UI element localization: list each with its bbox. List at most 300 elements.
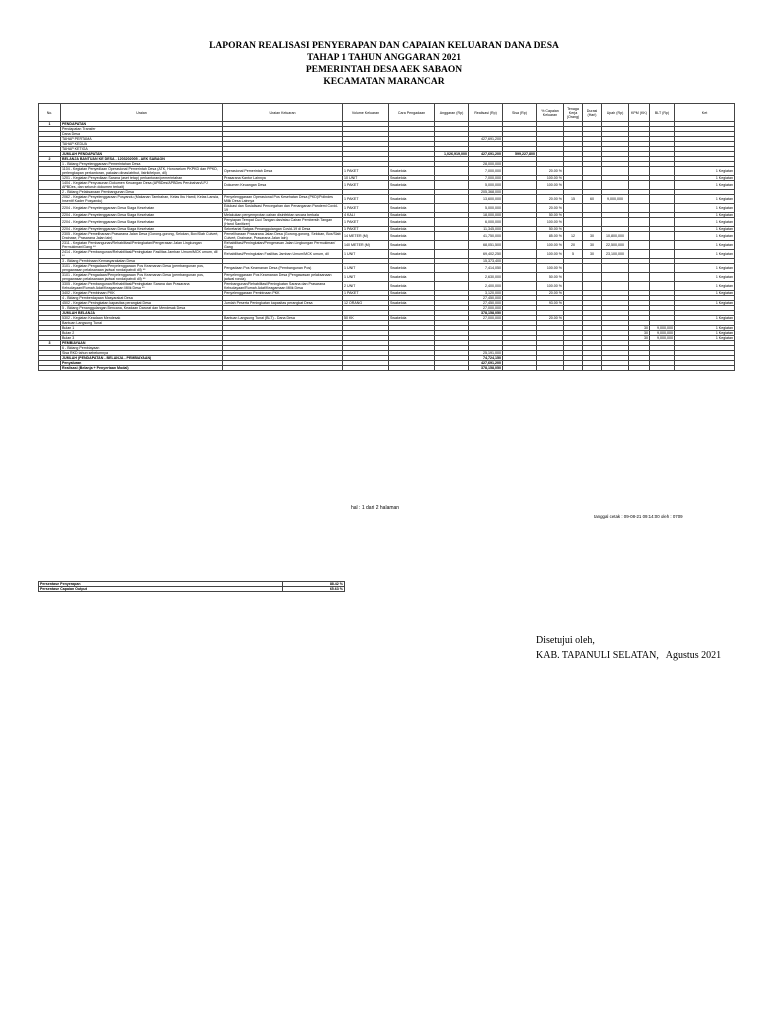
- cell-uraian: Bantuan Langsung Tunai: [61, 321, 223, 326]
- cell-blt: [650, 181, 675, 190]
- cell-uraian: 3402 - Kegiatan Pembinaan PKK: [61, 291, 223, 296]
- cell-realisasi: 18,000,000: [469, 213, 503, 218]
- cell-upah: 9,000,000: [602, 195, 629, 204]
- cell-ket: 1 Kegiatan: [675, 250, 735, 259]
- column-header: Anggaran (Rp): [435, 104, 469, 122]
- cell-uraian-keluaran: Sekretariat Satgas Penanggulangan Covid-19 di Desa: [223, 227, 343, 232]
- cell-anggaran: [435, 366, 469, 371]
- cell-ket: 1 Kegiatan: [675, 167, 735, 176]
- cell-kpm: [629, 218, 650, 227]
- cell-uraian-keluaran: Prasarana Kantor Lainnya: [223, 176, 343, 181]
- cell-volume: 4 KALI: [343, 213, 389, 218]
- cell-blt: [650, 273, 675, 282]
- cell-capaian: 50.00 %: [537, 213, 564, 218]
- cell-uraian-keluaran: Pengadaan Pos Keamanan Desa (Pembangunan Pos): [223, 264, 343, 273]
- column-header: No.: [39, 104, 61, 122]
- cell-volume: 10 UNIT: [343, 176, 389, 181]
- cell-cara-pengadaan: Swakelola: [389, 213, 435, 218]
- cell-ket: 1 Kegiatan: [675, 264, 735, 273]
- cell-uraian: 2204 - Kegiatan Penyelenggaraan Desa Siaga Kesehatan: [61, 227, 223, 232]
- cell-capaian: 50.00 %: [537, 227, 564, 232]
- cell-tenaga-kerja: [564, 181, 583, 190]
- cell-uraian: 2414 - Kegiatan Pembangunan/Rehabilitasi/Peningkatan Fasilitas Jamban Umum/MCK umum, dll **: [61, 250, 223, 259]
- cell-no: [39, 167, 61, 176]
- cell-uraian: 2305 - Kegiatan Pemeliharaan Prasarana Jalan Desa (Gorong-gorong, Selokan, Box/Slab Culvert, Drainase, Prasarana Jalan lain): [61, 232, 223, 241]
- cell-cara-pengadaan: Swakelola: [389, 316, 435, 321]
- cell-uraian: 1404 - Kegiatan Penyusunan Dokumen Keuangan Desa (APBDes/APBDes Perubahan/LPJ APBDes, dan seluruh dokumen terkait): [61, 181, 223, 190]
- cell-sisa: [503, 218, 537, 227]
- column-header: Durasi (Hari): [583, 104, 602, 122]
- cell-realisasi: 27,000,000: [469, 306, 503, 311]
- cell-realisasi: 427,691,200: [469, 361, 503, 366]
- cell-no: [39, 181, 61, 190]
- cell-uraian: Penyaluran: [61, 361, 223, 366]
- cell-realisasi: 69,402,250: [469, 250, 503, 259]
- cell-upah: [602, 218, 629, 227]
- cell-uraian-keluaran: Pemeliharaan Prasarana Jalan Desa (Gorong-gorong, Selokan, Box/Slab Culvert, Drainase, Prasarana Jalan lain): [224, 232, 341, 240]
- cell-sisa: [503, 366, 537, 371]
- cell-anggaran: [435, 250, 469, 259]
- cell-anggaran: [435, 232, 469, 241]
- cell-upah: [602, 273, 629, 282]
- cell-realisasi: 68,051,500: [469, 241, 503, 250]
- summary-label: Persentase Capaian Output: [39, 587, 283, 592]
- cell-sisa: [503, 181, 537, 190]
- cell-realisasi: 5,000,000: [469, 204, 503, 213]
- cell-capaian: 20.00 %: [537, 316, 564, 321]
- cell-realisasi: 5,000,000: [469, 181, 503, 190]
- cell-volume: 1 PAKET: [343, 227, 389, 232]
- cell-tenaga-kerja: [564, 273, 583, 282]
- cell-volume: 1 UNIT: [343, 273, 389, 282]
- cell-capaian: 100.00 %: [537, 218, 564, 227]
- cell-capaian: 50.00 %: [537, 273, 564, 282]
- cell-durasi: 30: [583, 250, 602, 259]
- table-row: [39, 195, 735, 204]
- cell-realisasi: 378,158,050: [469, 366, 503, 371]
- cell-kpm: [629, 167, 650, 176]
- table-row: [39, 181, 735, 190]
- column-header: Sisa (Rp): [503, 104, 537, 122]
- realization-table: [38, 103, 735, 371]
- cell-tenaga-kerja: 20: [564, 241, 583, 250]
- table-row: [39, 366, 735, 371]
- cell-capaian: 20.00 %: [537, 167, 564, 176]
- cell-durasi: 30: [583, 232, 602, 241]
- cell-ket: 1 Kegiatan: [675, 204, 735, 213]
- cell-uraian: Realisasi (Belanja + Penyertaan Modal): [61, 366, 223, 371]
- cell-capaian: 100.00 %: [537, 282, 564, 291]
- cell-blt: [650, 218, 675, 227]
- table-row: [39, 250, 735, 259]
- cell-durasi: 30: [583, 241, 602, 250]
- cell-blt: [650, 282, 675, 291]
- cell-realisasi: 2,630,000: [469, 273, 503, 282]
- cell-realisasi: 27,450,000: [469, 296, 503, 301]
- cell-realisasi: 27,450,000: [469, 301, 503, 306]
- cell-cara-pengadaan: Swakelola: [389, 181, 435, 190]
- cell-durasi: [583, 282, 602, 291]
- cell-no: 2: [39, 157, 61, 162]
- cell-cara-pengadaan: Swakelola: [389, 227, 435, 232]
- cell-uraian: 2204 - Kegiatan Penyelenggaraan Desa Siaga Kesehatan: [61, 218, 223, 227]
- cell-anggaran: [435, 218, 469, 227]
- cell-sisa: [503, 232, 537, 241]
- cell-cara-pengadaan: Swakelola: [389, 232, 435, 241]
- cell-blt: 9,000,000: [650, 336, 675, 341]
- cell-uraian-keluaran: Operasional Pemerintah Desa: [223, 167, 343, 176]
- cell-durasi: [583, 181, 602, 190]
- column-header: Uraian: [61, 104, 223, 122]
- table-row: [39, 282, 735, 291]
- cell-ket: 1 Kegiatan: [675, 316, 735, 321]
- cell-ket: 1 Kegiatan: [675, 326, 735, 331]
- cell-uraian-keluaran: Penyelenggaraan Pos Keamanan Desa (Pengawasan pelaksanaan jadwal ronda): [223, 273, 343, 282]
- cell-ket: 1 Kegiatan: [675, 195, 735, 204]
- cell-anggaran: [435, 167, 469, 176]
- cell-sisa: 599,227,800: [503, 152, 537, 157]
- cell-uraian: 5 - Bidang Penanggulangan Bencana, Keadaan Darurat dan Mendesak Desa: [61, 306, 223, 311]
- cell-uraian: Bulan 2: [61, 331, 223, 336]
- cell-tenaga-kerja: [564, 204, 583, 213]
- page-number: hal : 1 dari 2 halaman: [351, 505, 400, 511]
- cell-uraian: 3101 - Kegiatan Pengadaan/Penyelenggaraan Pos Keamanan Desa (pembangunan pos, pengawasan pelaksanaan jadwal ronda/patroli dll) **: [61, 264, 223, 273]
- report-title-line2: TAHAP 1 TAHUN ANGGARAN 2021: [306, 53, 462, 63]
- cell-capaian: 20.00 %: [537, 291, 564, 296]
- cell-realisasi: 6,000,000: [469, 218, 503, 227]
- cell-uraian-keluaran: Pembangunan/Rehabilitasi/Peningkatan Sarana dan Prasarana Kebudayaan/Rumah Adat/Keagamaan Milik Desa: [223, 282, 343, 291]
- cell-volume: 1 PAKET: [343, 195, 389, 204]
- cell-uraian-keluaran: Edukasi dan Sosialisasi Pencegahan dan Penanganan Pandemi Covid-19: [223, 204, 343, 213]
- cell-realisasi: 205,368,000: [469, 190, 503, 195]
- cell-durasi: [583, 366, 602, 371]
- cell-blt: [650, 250, 675, 259]
- cell-realisasi: 7,414,050: [469, 264, 503, 273]
- cell-sisa: [503, 264, 537, 273]
- cell-blt: [650, 366, 675, 371]
- cell-upah: 10,800,000: [602, 232, 629, 241]
- column-header: Volume Keluaran: [343, 104, 389, 122]
- cell-uraian: 2062 - Kegiatan Penyelenggaraan Posyandu (Makanan Tambahan, Kelas Ibu Hamil, Kelas Lansia, Insentif Kader Posyandu): [61, 195, 223, 204]
- cell-cara-pengadaan: Swakelola: [389, 273, 435, 282]
- cell-kpm: 30: [629, 326, 650, 331]
- column-header: % Capaian Keluaran: [537, 104, 564, 122]
- cell-no: [39, 273, 61, 282]
- cell-tenaga-kerja: 12: [564, 232, 583, 241]
- cell-volume: 2 UNIT: [343, 282, 389, 291]
- cell-uraian-keluaran: Dokumen Keuangan Desa: [223, 181, 343, 190]
- cell-cara-pengadaan: Swakelola: [389, 241, 435, 250]
- cell-ket: 1 Kegiatan: [675, 282, 735, 291]
- cell-tenaga-kerja: [564, 218, 583, 227]
- cell-cara-pengadaan: Swakelola: [389, 195, 435, 204]
- cell-ket: 1 Kegiatan: [675, 227, 735, 232]
- cell-uraian-keluaran: [223, 366, 343, 371]
- cell-realisasi: 7,000,000: [469, 176, 503, 181]
- table-row: [39, 167, 735, 176]
- cell-tenaga-kerja: [564, 264, 583, 273]
- cell-sisa: [503, 282, 537, 291]
- cell-uraian: 1104 - Kegiatan Penyediaan Operasional Pemerintah Desa (ATK, Honorarium PKPKD dan PPKD, perlengkapan perkantoran, pakaian dinas/atribut, listrik/telpon, dll): [61, 167, 223, 176]
- cell-kpm: [629, 232, 650, 241]
- cell-realisasi: 378,158,050: [469, 311, 503, 316]
- column-header: Upah (Rp): [602, 104, 629, 122]
- cell-kpm: [629, 366, 650, 371]
- cell-volume: [343, 366, 389, 371]
- table-row: [39, 273, 735, 282]
- cell-volume: 14 METER (M): [343, 232, 389, 241]
- table-row: [39, 241, 735, 250]
- cell-no: [39, 241, 61, 250]
- report-title-line3: PEMERINTAH DESA AEK SABAON: [305, 65, 463, 75]
- table-row: [39, 204, 735, 213]
- cell-blt: [650, 232, 675, 241]
- cell-kpm: 30: [629, 331, 650, 336]
- cell-capaian: 100.00 %: [537, 264, 564, 273]
- cell-tenaga-kerja: [564, 366, 583, 371]
- cell-realisasi: 28,000,000: [469, 162, 503, 167]
- cell-capaian: 100.00 %: [537, 176, 564, 181]
- cell-anggaran: [435, 264, 469, 273]
- cell-blt: [650, 241, 675, 250]
- cell-uraian: Dana Desa: [61, 132, 223, 137]
- cell-cara-pengadaan: Swakelola: [389, 167, 435, 176]
- cell-uraian: 2204 - Kegiatan Penyelenggaraan Desa Siaga Kesehatan: [61, 213, 223, 218]
- cell-realisasi: 74,724,150: [469, 356, 503, 361]
- cell-cara-pengadaan: Swakelola: [389, 204, 435, 213]
- cell-capaian: 20.00 %: [537, 195, 564, 204]
- cell-kpm: [629, 282, 650, 291]
- cell-realisasi: 2,400,000: [469, 282, 503, 291]
- cell-anggaran: [435, 282, 469, 291]
- cell-uraian: 1 - Bidang Penyelenggaraan Pemerintahan Desa: [61, 162, 223, 167]
- cell-volume: 1 UNIT: [343, 250, 389, 259]
- cell-ket: 1 Kegiatan: [675, 291, 735, 296]
- cell-anggaran: [435, 195, 469, 204]
- approval-label: Disetujui oleh,: [536, 635, 595, 646]
- cell-volume: 12 ORANG: [343, 301, 389, 306]
- cell-sisa: [503, 195, 537, 204]
- column-header: Cara Pengadaan: [389, 104, 435, 122]
- cell-uraian: PEMBIAYAAN: [61, 341, 223, 346]
- cell-realisasi: 25,191,000: [469, 351, 503, 356]
- summary-label: Persentase Penyerapan: [39, 582, 283, 587]
- cell-no: [39, 250, 61, 259]
- cell-ket: 1 Kegiatan: [675, 301, 735, 306]
- cell-ket: 1 Kegiatan: [675, 273, 735, 282]
- cell-no: 3: [39, 341, 61, 346]
- cell-upah: [602, 204, 629, 213]
- cell-cara-pengadaan: Swakelola: [389, 218, 435, 227]
- cell-ket: 1 Kegiatan: [675, 331, 735, 336]
- cell-sisa: [503, 241, 537, 250]
- cell-ket: 1 Kegiatan: [675, 241, 735, 250]
- cell-cara-pengadaan: Swakelola: [389, 250, 435, 259]
- cell-blt: [650, 204, 675, 213]
- summary-row-output: [39, 587, 345, 592]
- cell-blt: 9,000,000: [650, 331, 675, 336]
- table-row: [39, 218, 735, 227]
- cell-durasi: [583, 273, 602, 282]
- column-header: Uraian Keluaran: [223, 104, 343, 122]
- cell-blt: [650, 195, 675, 204]
- table-header: [39, 104, 735, 122]
- cell-uraian: Sisa RKD tahun sebelumnya: [61, 351, 223, 356]
- cell-capaian: 20.00 %: [537, 204, 564, 213]
- cell-durasi: [583, 167, 602, 176]
- cell-cara-pengadaan: Swakelola: [389, 291, 435, 296]
- cell-realisasi: 427,691,200: [469, 137, 503, 142]
- cell-volume: 50 KK: [343, 316, 389, 321]
- cell-sisa: [503, 204, 537, 213]
- cell-uraian: TAHAP KEDUA: [61, 142, 223, 147]
- cell-uraian: 1201 - Kegiatan Penyediaan Sarana (aset tetap) perkantoran/pemerintahan: [61, 176, 223, 181]
- cell-uraian: 3305 - Kegiatan Pembangunan/Rehabilitasi/Peningkatan Sarana dan Prasarana Kebudayaan/Rumah Adat/Keagamaan Milik Desa **: [61, 282, 223, 291]
- cell-capaian: 100.00 %: [537, 181, 564, 190]
- cell-kpm: [629, 250, 650, 259]
- cell-tenaga-kerja: [564, 167, 583, 176]
- cell-uraian-keluaran: Rehabilitasi/Peningkatan Fasilitas Jamban Umum/MCK umum, dll: [223, 250, 343, 259]
- cell-uraian: JUMLAH BELANJA: [61, 311, 223, 316]
- cell-upah: [602, 282, 629, 291]
- cell-cara-pengadaan: Swakelola: [389, 176, 435, 181]
- cell-durasi: [583, 218, 602, 227]
- cell-uraian-keluaran: Penyelenggaraan Pembinaan PKK: [223, 291, 343, 296]
- cell-ket: 1 Kegiatan: [675, 336, 735, 341]
- cell-durasi: [583, 204, 602, 213]
- cell-ket: 1 Kegiatan: [675, 181, 735, 190]
- cell-volume: 1 UNIT: [343, 264, 389, 273]
- cell-kpm: [629, 195, 650, 204]
- cell-uraian: TAHAP KETIGA: [61, 147, 223, 152]
- cell-ket: 1 Kegiatan: [675, 176, 735, 181]
- cell-upah: 22,500,000: [602, 241, 629, 250]
- cell-realisasi: 7,000,000: [469, 167, 503, 176]
- cell-sisa: [503, 167, 537, 176]
- cell-upah: [602, 366, 629, 371]
- cell-uraian: JUMLAH PENDAPATAN: [61, 152, 223, 157]
- cell-uraian: 2311 - Kegiatan Pembangunan/Rehabilitasi/Peningkatan/Pengerasan Jalan Lingkungan Permukiman/Gang **: [61, 241, 223, 250]
- cell-tenaga-kerja: 15: [564, 195, 583, 204]
- summary-value: 65.63 %: [283, 587, 345, 592]
- cell-uraian: 3 - Bidang Pembinaan Kemasyarakatan Desa: [61, 259, 223, 264]
- cell-uraian-keluaran: Rehabilitasi/Peningkatan/Pengerasan Jalan Lingkungan Permukiman/ Gang: [223, 241, 343, 250]
- column-header: Realisasi (Rp): [469, 104, 503, 122]
- cell-cara-pengadaan: Swakelola: [389, 282, 435, 291]
- cell-uraian-keluaran: Melakukan penyemprotan cairan disinfektan secara berkala: [223, 213, 343, 218]
- column-header: BLT (Rp): [650, 104, 675, 122]
- cell-anggaran: 1,026,919,000: [435, 152, 469, 157]
- column-header: Tenaga Kerja (Orang): [564, 104, 583, 122]
- cell-no: [39, 366, 61, 371]
- column-header: KPM (KK): [629, 104, 650, 122]
- cell-volume: 1 PAKET: [343, 291, 389, 296]
- cell-realisasi: 3,120,000: [469, 291, 503, 296]
- cell-anggaran: [435, 204, 469, 213]
- cell-sisa: [503, 250, 537, 259]
- cell-uraian: 6 - Bidang Pembiayaan: [61, 346, 223, 351]
- cell-uraian: TAHAP PERTAMA: [61, 137, 223, 142]
- cell-no: [39, 282, 61, 291]
- cell-no: [39, 195, 61, 204]
- cell-upah: [602, 264, 629, 273]
- cell-volume: 1 PAKET: [343, 218, 389, 227]
- cell-realisasi: 11,345,000: [469, 227, 503, 232]
- cell-realisasi: 27,000,000: [469, 316, 503, 321]
- cell-anggaran: [435, 241, 469, 250]
- cell-volume: 1 PAKET: [343, 204, 389, 213]
- cell-upah: 23,100,000: [602, 250, 629, 259]
- cell-sisa: [503, 273, 537, 282]
- cell-volume: 1 PAKET: [343, 167, 389, 176]
- cell-uraian: PENDAPATAN: [61, 122, 223, 127]
- cell-kpm: [629, 204, 650, 213]
- cell-volume: 1 PAKET: [343, 181, 389, 190]
- cell-ket: 1 Kegiatan: [675, 213, 735, 218]
- cell-uraian-keluaran: Jumlah Peserta Peningkatan kapasitas perangkat Desa: [223, 301, 343, 306]
- column-header: Ket: [675, 104, 735, 122]
- cell-uraian: 3101 - Kegiatan Pengadaan/Penyelenggaraan Pos Keamanan Desa (pembangunan pos, pengawasan pelaksanaan jadwal ronda/patroli dll) **: [61, 273, 223, 282]
- cell-capaian: 100.00 %: [537, 241, 564, 250]
- cell-kpm: 30: [629, 336, 650, 341]
- cell-no: [39, 264, 61, 273]
- cell-durasi: 60: [583, 195, 602, 204]
- cell-ket: 1 Kegiatan: [675, 232, 735, 241]
- cell-volume: 140 METER (M): [343, 241, 389, 250]
- cell-kpm: [629, 241, 650, 250]
- cell-uraian: Pendapatan Transfer: [61, 127, 223, 132]
- cell-uraian-keluaran: Penyelenggaraan Operasional Pos Kesehatan Desa (PKD)/Polindes Milik Desa Lainnya: [223, 195, 343, 204]
- summary-table: [38, 581, 345, 592]
- cell-upah: [602, 181, 629, 190]
- cell-capaian: 85.00 %: [537, 232, 564, 241]
- cell-capaian: [537, 366, 564, 371]
- cell-realisasi: 13,600,000: [469, 195, 503, 204]
- cell-no: [39, 218, 61, 227]
- cell-uraian: BELANJA BANTUAN KE DESA - 1203202005 - AEK SABAON: [61, 157, 223, 162]
- approval-place-date: KAB. TAPANULI SELATAN, Agustus 2021: [536, 650, 722, 661]
- cell-upah: [602, 167, 629, 176]
- table-row: [39, 232, 735, 241]
- cell-realisasi: 427,691,200: [469, 152, 503, 157]
- cell-no: 1: [39, 122, 61, 127]
- cell-uraian: Bulan 3: [61, 336, 223, 341]
- cell-cara-pengadaan: Swakelola: [389, 264, 435, 273]
- cell-realisasi: 41,750,000: [469, 232, 503, 241]
- cell-uraian: Bulan 1: [61, 326, 223, 331]
- cell-tenaga-kerja: [564, 282, 583, 291]
- cell-kpm: [629, 264, 650, 273]
- cell-no: [39, 204, 61, 213]
- cell-durasi: [583, 264, 602, 273]
- cell-ket: [675, 366, 735, 371]
- report-title-line4: KECAMATAN MARANCAR: [323, 77, 445, 87]
- cell-blt: [650, 167, 675, 176]
- cell-realisasi: 15,373,400: [469, 259, 503, 264]
- table-row: [39, 264, 735, 273]
- cell-capaian: 93.00 %: [537, 301, 564, 306]
- print-date: tanggal cetak : 09-08-21 09:14:00 oleh : 0709: [594, 514, 683, 519]
- cell-blt: [650, 264, 675, 273]
- cell-uraian: 2204 - Kegiatan Penyelenggaraan Desa Siaga Kesehatan: [61, 204, 223, 213]
- cell-kpm: [629, 181, 650, 190]
- cell-anggaran: [435, 273, 469, 282]
- cell-uraian-keluaran: Penyiapan Tempat Cuci Tangan dan/atau Cairan Pembersih Tangan (Hand Sanitizer): [223, 218, 343, 227]
- cell-uraian-keluaran: Bantuan Langsung Tunai (BLT) - Dana Desa: [223, 316, 343, 321]
- summary-value: 88.42 %: [283, 582, 345, 587]
- cell-no: [39, 232, 61, 241]
- cell-blt: 9,000,000: [650, 326, 675, 331]
